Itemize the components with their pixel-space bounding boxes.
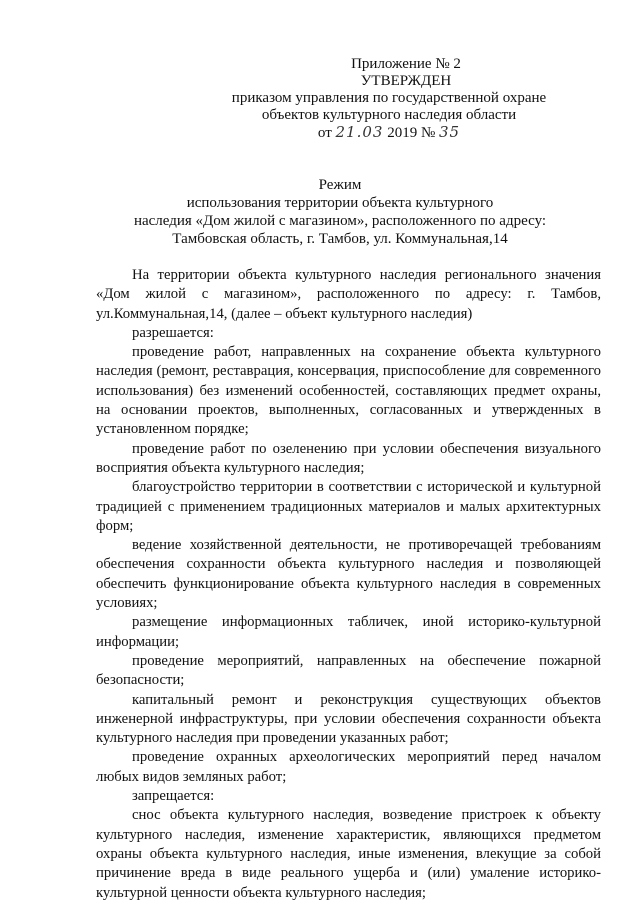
permitted-item: размещение информационных табличек, иной историко-культурной информации; xyxy=(96,614,601,650)
permitted-label: разрешается: xyxy=(132,324,214,341)
permitted-item: проведение мероприятий, направленных на обеспечение пожарной безопасности; xyxy=(96,652,601,689)
permitted-item: благоустройство территории в соответствии с исторической и культурной традицией с применением традиционных материалов и малых архитектурных форм; xyxy=(96,479,601,534)
handwritten-number: 35 xyxy=(439,123,461,141)
date-prefix: от xyxy=(317,125,332,141)
permitted-item: проведение охранных археологических мероприятий перед началом любых видов земляных работ; xyxy=(96,749,601,785)
document-body xyxy=(96,266,601,903)
permitted-item: капитальный ремонт и реконструкция существующих объектов инженерной инфраструктуры, при условии обеспечения сохранности объекта культурного наследия при проведении указанных работ; xyxy=(96,691,601,747)
handwritten-date: 21.03 xyxy=(335,123,384,141)
prohibited-label: запрещается: xyxy=(132,788,215,805)
approved-label: УТВЕРЖДЕН xyxy=(360,73,452,89)
order-line-1: приказом управления по государственной охране xyxy=(231,90,547,106)
title-line-4: Тамбовская область, г. Тамбов, ул. Коммунальная,14 xyxy=(172,231,508,247)
permitted-item: проведение работ, направленных на сохранение объекта культурного наследия (ремонт, реставрация, консервация, приспособление для современного использования) без изменений особенностей, составляющих предмет охраны, на основании проектов, выполненных, согласованных и утвержденных в установленном порядке; xyxy=(96,344,601,438)
document-title xyxy=(80,176,600,248)
approval-header xyxy=(224,56,554,142)
appendix-label: Приложение № 2 xyxy=(351,56,461,72)
title-line-1: Режим xyxy=(318,177,362,193)
intro-paragraph: На территории объекта культурного наследия регионального значения «Дом жилой с магазином», расположенного по адресу: г. Тамбов, ул.Коммунальная,14, (далее – объект культурного наследия) xyxy=(96,267,601,322)
prohibited-item: снос объекта культурного наследия, возведение пристроек к объекту культурного наследия, изменение характеристик, являющихся предметом охраны объекта культурного наследия, иные изменения, влекущие за собой причинение вреда в виде реального ущерба и (или) умаление историко-культурной ценности объекта культурного наследия; xyxy=(96,807,601,901)
permitted-item: проведение работ по озеленению при условии обеспечения визуального восприятия объекта культурного наследия; xyxy=(96,440,601,476)
order-date-line xyxy=(224,124,554,142)
title-line-2: использования территории объекта культурного xyxy=(186,195,494,211)
order-line-2: объектов культурного наследия области xyxy=(261,107,517,123)
order-year: 2019 № xyxy=(387,125,436,141)
title-line-3: наследия «Дом жилой с магазином», расположенного по адресу: xyxy=(133,213,547,229)
permitted-item: ведение хозяйственной деятельности, не противоречащей требованиям обеспечения сохранности объекта культурного наследия и позволяющей обеспечить функционирование объекта культурного наследия в современных условиях; xyxy=(96,537,601,612)
